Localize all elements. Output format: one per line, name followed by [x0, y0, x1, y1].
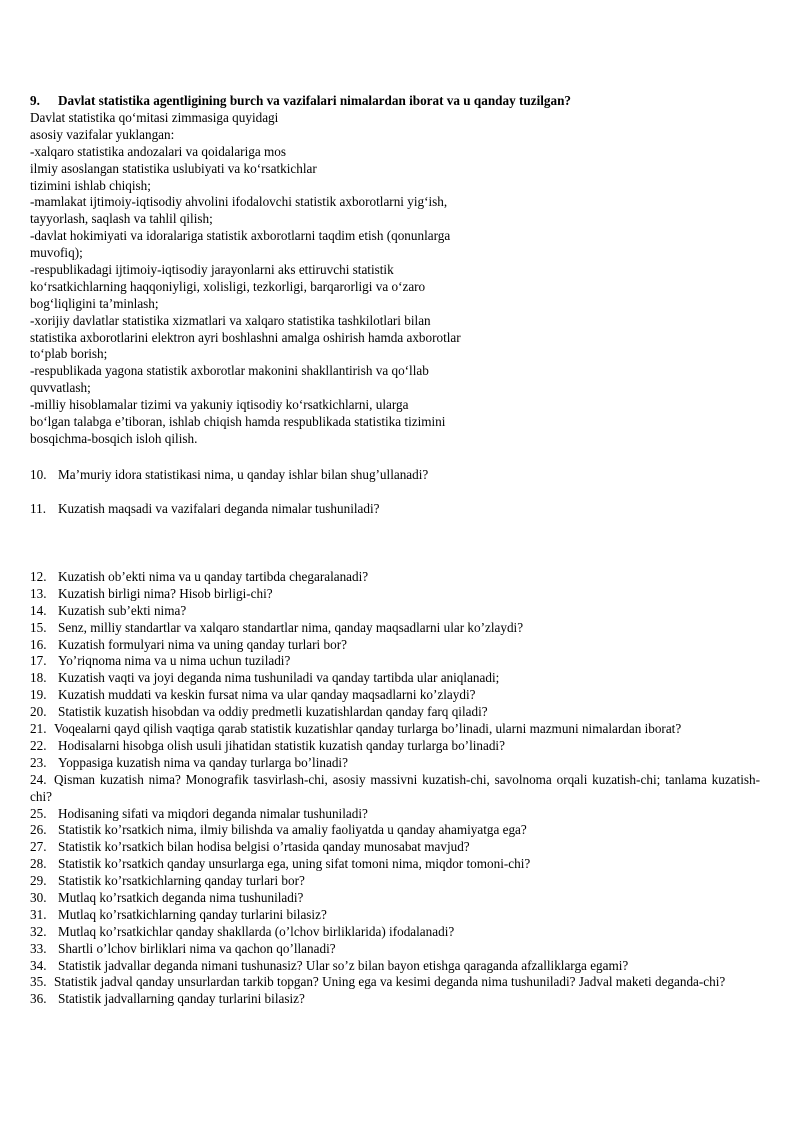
question-item — [30, 738, 760, 755]
question-number: 24. — [30, 771, 47, 787]
question-11 — [30, 501, 760, 518]
answer-line: bo‘lgan talabga e’tiboran, ishlab chiqish hamda respublikada statistika tizimini — [30, 414, 446, 430]
question-number: 19. — [30, 687, 47, 703]
question-text: Statistik ko’rsatkich bilan hodisa belgisi o’rtasida qanday munosabat mavjud? — [58, 839, 470, 855]
question-text: Senz, milliy standartlar va xalqaro standartlar nima, qanday maqsadlarni ular ko’zlaydi? — [58, 619, 524, 635]
question-number: 20. — [30, 704, 47, 720]
question-item — [30, 653, 760, 670]
question-number: 22. — [30, 737, 47, 753]
question-text: Statistik kuzatish hisobdan va oddiy predmetli kuzatishlardan qanday farq qiladi? — [58, 704, 488, 720]
question-text: Hodisalarni hisobga olish usuli jihatidan statistik kuzatish qanday turlarga bo’linadi? — [58, 737, 505, 753]
question-number: 32. — [30, 923, 47, 939]
question-text: Hodisaning sifati va miqdori deganda nimalar tushuniladi? — [58, 805, 368, 821]
question-number: 18. — [30, 670, 47, 686]
question-number: 14. — [30, 602, 47, 618]
question-text: Mutlaq ko’rsatkichlarning qanday turlarini bilasiz? — [58, 906, 327, 922]
question-item — [30, 991, 760, 1008]
question-text: Statistik jadval qanday unsurlardan tarkib topgan? Uning ega va kesimi deganda nima tushuniladi? Jadval maketi deganda-chi? — [54, 974, 726, 990]
question-item — [30, 941, 760, 958]
question-text: Kuzatish muddati va keskin fursat nima va ular qanday maqsadlarni ko’zlaydi? — [58, 687, 476, 703]
question-item — [30, 670, 760, 687]
question-number: 12. — [30, 569, 47, 584]
answer-line: -davlat hokimiyati va idoralariga statistik axborotlarni taqdim etish (qonunlarga — [30, 228, 451, 244]
question-9-answer — [30, 110, 570, 448]
question-number: 11. — [30, 501, 46, 516]
question-text: Davlat statistika agentligining burch va vazifalari nimalardan iborat va u qanday tuzilgan? — [58, 93, 572, 108]
question-item — [30, 772, 760, 806]
question-text: Ma’muriy idora statistikasi nima, u qanday ishlar bilan shug’ullanadi? — [58, 467, 429, 482]
question-text: Yo’riqnoma nima va u nima uchun tuziladi? — [58, 653, 291, 669]
question-number: 30. — [30, 889, 47, 905]
question-list — [30, 569, 760, 1008]
question-text: Statistik jadvallar deganda nimani tushunasiz? Ular so’z bilan bayon etishga qaraganda afzalliklarga egami? — [58, 957, 629, 973]
question-text: Mutlaq ko’rsatkich deganda nima tushuniladi? — [58, 889, 304, 905]
question-item — [30, 856, 760, 873]
question-10 — [30, 467, 760, 484]
question-number: 9. — [30, 93, 40, 108]
question-item — [30, 974, 760, 991]
question-number: 17. — [30, 653, 47, 669]
answer-line: -xorijiy davlatlar statistika xizmatlari va xalqaro statistika tashkilotlari bilan — [30, 312, 431, 328]
question-text: Kuzatish formulyari nima va uning qanday turlari bor? — [58, 636, 347, 652]
question-text: Statistik ko’rsatkich nima, ilmiy bilishda va amaliy faoliyatda u qanday ahamiyatga ega? — [58, 822, 527, 838]
question-number: 21. — [30, 721, 47, 737]
question-9-heading — [30, 93, 770, 110]
question-item — [30, 687, 760, 704]
question-text: Kuzatish birligi nima? Hisob birligi-chi? — [58, 585, 273, 601]
question-text: Statistik ko’rsatkich qanday unsurlarga ega, uning sifat tomoni nima, miqdor tomoni-chi? — [58, 856, 531, 872]
question-text: Kuzatish vaqti va joyi deganda nima tushuniladi va qanday tartibda ular aniqlanadi; — [58, 670, 500, 686]
question-text: Kuzatish maqsadi va vazifalari deganda nimalar tushuniladi? — [58, 501, 380, 516]
answer-line: statistika axborotlarini elektron ayri boshlashni amalga oshirish hamda axborotlar — [30, 329, 461, 345]
answer-line: muvofiq); — [30, 245, 83, 261]
answer-line: tayyorlash, saqlash va tahlil qilish; — [30, 211, 213, 227]
answer-line: -milliy hisoblamalar tizimi va yakuniy iqtisodiy ko‘rsatkichlarni, ularga — [30, 397, 409, 413]
question-number: 33. — [30, 940, 47, 956]
question-item — [30, 806, 760, 823]
question-item — [30, 704, 760, 721]
answer-line: -xalqaro statistika andozalari va qoidalariga mos — [30, 143, 286, 159]
question-number: 31. — [30, 906, 47, 922]
question-item — [30, 603, 760, 620]
question-item — [30, 839, 760, 856]
question-item — [30, 958, 760, 975]
answer-line: ko‘rsatkichlarning haqqoniyligi, xolisligi, tezkorligi, barqarorligi va o‘zaro — [30, 278, 426, 294]
question-text: Kuzatish ob’ekti nima va u qanday tartibda chegaralanadi? — [58, 569, 369, 584]
question-item — [30, 873, 760, 890]
question-item — [30, 620, 760, 637]
answer-line: to‘plab borish; — [30, 346, 108, 362]
answer-line: -respublikadagi ijtimoiy-iqtisodiy jarayonlarni aks ettiruvchi statistik — [30, 262, 394, 278]
question-item — [30, 569, 760, 586]
question-number: 27. — [30, 839, 47, 855]
question-item — [30, 907, 760, 924]
question-text: Qisman kuzatish nima? Monografik tasvirlash-chi, asosiy massivni kuzatish-chi, savolnoma orqali kuzatish-chi; tanlama kuzatish-chi? — [30, 771, 760, 804]
question-number: 36. — [30, 991, 47, 1007]
question-text: Voqealarni qayd qilish vaqtiga qarab statistik kuzatishlar qanday turlarga bo’linadi, ularni mazmuni nimalardan iborat? — [54, 721, 682, 737]
question-item — [30, 755, 760, 772]
answer-line: -mamlakat ijtimoiy-iqtisodiy ahvolini ifodalovchi statistik axborotlarni yig‘ish, — [30, 194, 448, 210]
answer-line: ilmiy asoslangan statistika uslubiyati va ko‘rsatkichlar — [30, 160, 317, 176]
question-number: 29. — [30, 873, 47, 889]
question-number: 16. — [30, 636, 47, 652]
question-text: Shartli o’lchov birliklari nima va qachon qo’llanadi? — [58, 940, 336, 956]
question-number: 35. — [30, 974, 47, 990]
question-number: 23. — [30, 754, 47, 770]
question-text: Yoppasiga kuzatish nima va qanday turlarga bo’linadi? — [58, 754, 348, 770]
answer-line: tizimini ishlab chiqish; — [30, 177, 151, 193]
question-item — [30, 721, 760, 738]
question-item — [30, 822, 760, 839]
question-number: 28. — [30, 856, 47, 872]
question-text: Mutlaq ko’rsatkichlar qanday shakllarda (o’lchov birliklarida) ifodalanadi? — [58, 923, 455, 939]
question-number: 10. — [30, 467, 47, 482]
question-text: Statistik jadvallarning qanday turlarini bilasiz? — [58, 991, 305, 1007]
question-number: 13. — [30, 585, 47, 601]
question-item — [30, 586, 760, 603]
question-item — [30, 890, 760, 907]
question-number: 34. — [30, 957, 47, 973]
answer-line: bog‘liqligini ta’minlash; — [30, 295, 159, 311]
answer-line: Davlat statistika qo‘mitasi zimmasiga quyidagi — [30, 110, 279, 125]
question-number: 25. — [30, 805, 47, 821]
question-number: 15. — [30, 619, 47, 635]
question-item — [30, 924, 760, 941]
answer-line: -respublikada yagona statistik axborotlar makonini shakllantirish va qo‘llab — [30, 363, 429, 379]
answer-line: asosiy vazifalar yuklangan: — [30, 126, 175, 142]
question-item — [30, 637, 760, 654]
question-text: Statistik ko’rsatkichlarning qanday turlari bor? — [58, 873, 305, 889]
question-number: 26. — [30, 822, 47, 838]
answer-line: quvvatlash; — [30, 380, 91, 396]
answer-line: bosqichma-bosqich isloh qilish. — [30, 430, 198, 446]
question-text: Kuzatish sub’ekti nima? — [58, 602, 187, 618]
